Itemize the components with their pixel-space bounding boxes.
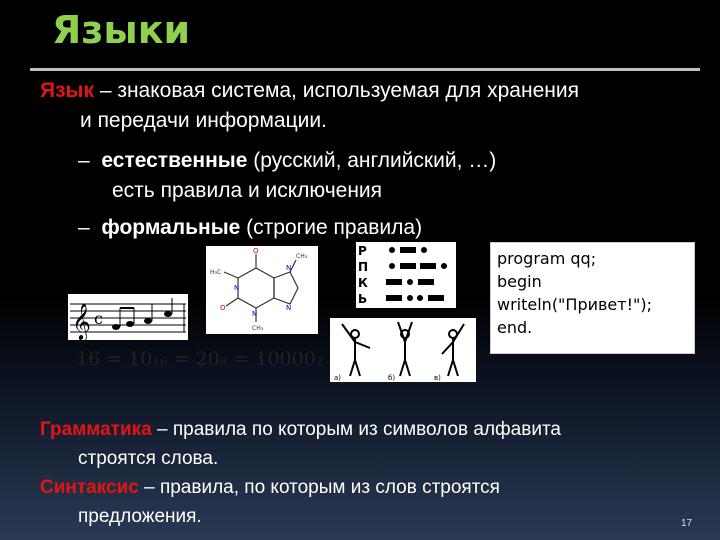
music-notes-image bbox=[68, 294, 188, 340]
syntax-line-2: предложения. bbox=[78, 506, 202, 527]
term-natural: естественные bbox=[101, 149, 248, 172]
title-underline bbox=[30, 68, 700, 71]
pascal-code-box bbox=[490, 242, 695, 354]
svg-text:N: N bbox=[234, 284, 240, 292]
svg-text:CH₃: CH₃ bbox=[296, 253, 308, 260]
term-syntax: Синтаксис bbox=[40, 477, 139, 498]
syntax-text: – правила, по которым из слов строятся bbox=[138, 477, 500, 498]
code-line: writeln("Привет!"); bbox=[497, 295, 652, 314]
svg-text:O: O bbox=[253, 247, 259, 255]
formal-desc: (строгие правила) bbox=[240, 216, 423, 239]
bullet-natural bbox=[78, 146, 496, 176]
slide-title: Языки bbox=[52, 8, 191, 52]
number-systems-formula: 16 = 10₁₆ = 20₈ = 10000₂ bbox=[76, 348, 324, 370]
morse-letter: П bbox=[358, 260, 369, 274]
semaphore-figures-image bbox=[330, 318, 476, 382]
natural-examples: (русский, английский, …) bbox=[247, 149, 497, 172]
caffeine-structure-image bbox=[206, 246, 318, 334]
semaphore-label: б) bbox=[388, 374, 396, 382]
natural-line-2: есть правила и исключения bbox=[112, 179, 383, 202]
morse-letter: К bbox=[358, 276, 368, 290]
svg-text:O: O bbox=[220, 304, 226, 312]
svg-text:c: c bbox=[94, 309, 103, 328]
page-number: 17 bbox=[681, 518, 693, 529]
term-formal: формальные bbox=[101, 216, 241, 239]
semaphore-label: а) bbox=[334, 374, 342, 382]
code-line: begin bbox=[497, 272, 542, 291]
code-line: program qq; bbox=[497, 249, 597, 268]
morse-code-image bbox=[356, 242, 456, 308]
morse-letter: Р bbox=[358, 244, 367, 258]
bullet-formal bbox=[78, 213, 422, 243]
definition-line-1 bbox=[40, 76, 579, 106]
svg-text:H₃C: H₃C bbox=[210, 269, 222, 276]
svg-text:N: N bbox=[286, 304, 292, 312]
svg-text:N: N bbox=[286, 264, 292, 272]
morse-letter: Ь bbox=[358, 292, 368, 306]
syntax-line-1 bbox=[40, 473, 500, 502]
term-language: Язык bbox=[40, 79, 94, 102]
svg-text:𝄞: 𝄞 bbox=[72, 302, 91, 340]
definition-text: – знаковая система, используемая для хранения bbox=[93, 79, 579, 102]
grammar-line-1 bbox=[40, 415, 561, 444]
code-line: end. bbox=[497, 318, 533, 337]
svg-text:N: N bbox=[252, 310, 258, 318]
bullet-dash: – bbox=[78, 216, 90, 239]
svg-text:CH₃: CH₃ bbox=[252, 325, 264, 332]
grammar-line-2: строятся слова. bbox=[78, 448, 219, 469]
bullet-dash: – bbox=[78, 149, 90, 172]
definition-line-2: и передачи информации. bbox=[80, 109, 327, 132]
term-grammar: Грамматика bbox=[40, 419, 152, 440]
semaphore-label: в) bbox=[434, 374, 441, 382]
grammar-text: – правила по которым из символов алфавита bbox=[151, 419, 561, 440]
